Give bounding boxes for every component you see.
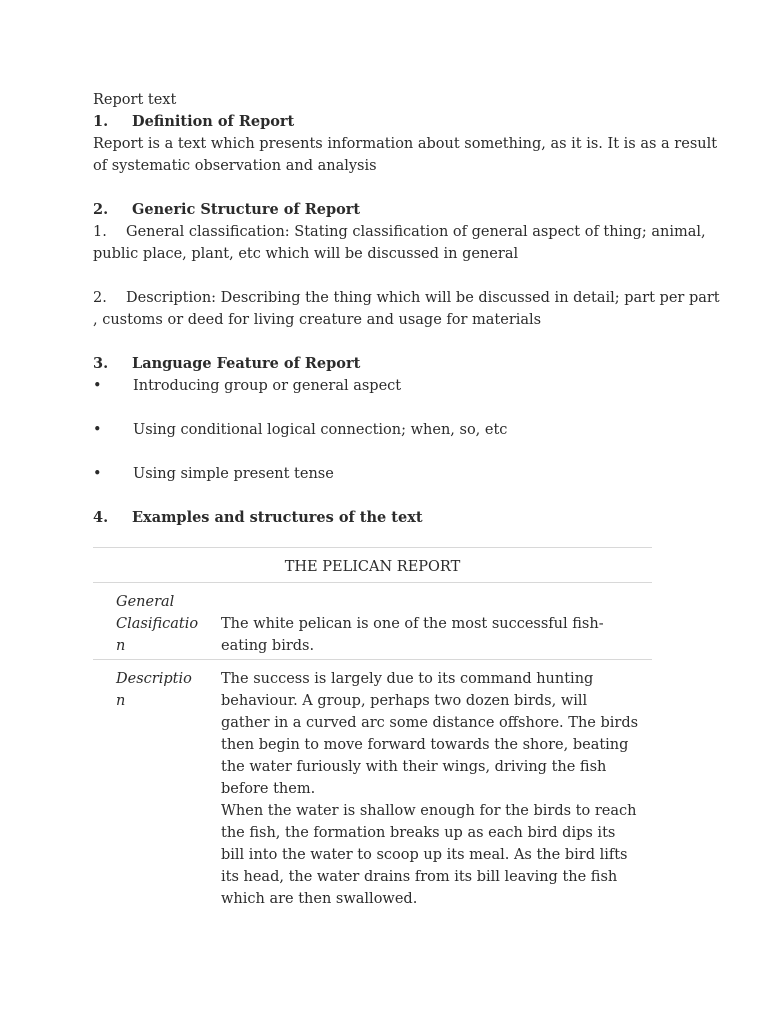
label-line: n <box>116 693 126 709</box>
bullet-text: Using conditional logical connection; when, so, etc <box>133 422 508 438</box>
content-line: its head, the water drains from its bill leaving the fish <box>221 869 618 885</box>
list-item <box>93 287 720 309</box>
content-line: gather in a curved arc some distance offshore. The birds <box>221 715 639 731</box>
section-number: 1. <box>93 113 109 130</box>
table-row <box>93 660 652 908</box>
section-number: 3. <box>93 355 109 372</box>
label-line: Descriptio <box>116 671 192 687</box>
paragraph-line: of systematic observation and analysis <box>93 158 377 174</box>
list-item-continuation: public place, plant, etc which will be discussed in general <box>93 246 519 262</box>
section-2-heading <box>93 199 683 221</box>
bullet-item <box>93 375 683 397</box>
section-title: Examples and structures of the text <box>132 509 423 526</box>
item-number: 2. <box>93 290 107 306</box>
label-line: n <box>116 638 126 654</box>
document-title: Report text <box>93 92 177 108</box>
document-body <box>93 89 720 529</box>
table-row <box>93 583 652 659</box>
content-line: the fish, the formation breaks up as each bird dips its <box>221 825 616 841</box>
bullet-mark: • <box>93 378 102 394</box>
bullet-item <box>93 463 683 485</box>
row-label <box>93 668 221 908</box>
list-item <box>93 221 706 243</box>
bullet-text: Introducing group or general aspect <box>133 378 402 394</box>
item-text: Description: Describing the thing which will be discussed in detail; part per part <box>126 290 720 306</box>
content-line: then begin to move forward towards the shore, beating <box>221 737 629 753</box>
section-1-heading <box>93 111 683 133</box>
label-line: Clasificatio <box>116 616 199 632</box>
content-line: bill into the water to scoop up its meal. As the bird lifts <box>221 847 628 863</box>
section-3-heading <box>93 353 683 375</box>
content-line: eating birds. <box>221 638 315 654</box>
item-number: 1. <box>93 224 107 240</box>
bullet-text: Using simple present tense <box>133 466 334 482</box>
bullet-mark: • <box>93 422 102 438</box>
row-content <box>221 591 652 659</box>
content-line: The white pelican is one of the most successful fish- <box>221 616 604 632</box>
section-title: Definition of Report <box>132 113 295 130</box>
paragraph-line: Report is a text which presents information about something, as it is. It is as a result <box>93 136 718 152</box>
list-item-continuation: , customs or deed for living creature and usage for materials <box>93 312 542 328</box>
section-4-heading <box>93 507 683 529</box>
content-line: The success is largely due to its command hunting <box>221 671 594 687</box>
bullet-item <box>93 419 683 441</box>
bullet-mark: • <box>93 466 102 482</box>
content-line: the water furiously with their wings, driving the fish <box>221 759 607 775</box>
section-title: Generic Structure of Report <box>132 201 361 218</box>
content-line: behaviour. A group, perhaps two dozen birds, will <box>221 693 588 709</box>
pelican-report-table <box>93 547 652 908</box>
content-line: When the water is shallow enough for the birds to reach <box>221 803 637 819</box>
row-content <box>221 668 652 908</box>
table-title: THE PELICAN REPORT <box>284 559 461 575</box>
content-line: which are then swallowed. <box>221 891 418 907</box>
label-line: General <box>116 594 175 610</box>
item-text: General classification: Stating classification of general aspect of thing; animal, <box>126 224 706 240</box>
section-number: 2. <box>93 201 109 218</box>
section-number: 4. <box>93 509 109 526</box>
row-label <box>93 591 221 659</box>
section-title: Language Feature of Report <box>132 355 361 372</box>
content-line: before them. <box>221 781 316 797</box>
